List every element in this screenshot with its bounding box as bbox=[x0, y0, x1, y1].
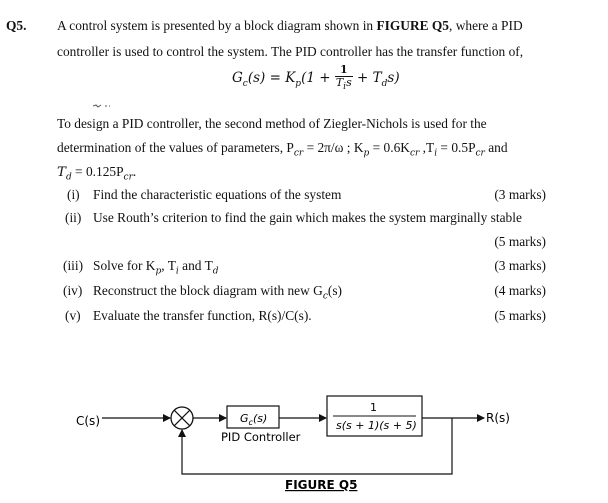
tf-end-sub: d bbox=[381, 78, 388, 89]
design-2g: ,T bbox=[419, 140, 435, 155]
tf-gc: G bbox=[232, 70, 243, 87]
design-3e: . bbox=[132, 164, 137, 179]
part-iv-text bbox=[93, 283, 342, 302]
part-iii-b: , T bbox=[161, 258, 176, 273]
design-2i: = 0.5P bbox=[437, 140, 476, 155]
part-iv-label: (iv) bbox=[63, 283, 83, 298]
part-i-marks: (3 marks) bbox=[494, 187, 546, 202]
part-iii-c: and T bbox=[178, 258, 213, 273]
tf-frac-den-tail: s bbox=[346, 76, 352, 89]
tf-kp-sub: p bbox=[295, 78, 302, 89]
design-3d: cr bbox=[123, 172, 133, 183]
plant-numerator: 1 bbox=[370, 401, 377, 414]
design-line-2 bbox=[57, 140, 508, 159]
part-v-marks: (5 marks) bbox=[494, 308, 546, 323]
tf-end: + T bbox=[357, 70, 382, 87]
tf-end-tail: s) bbox=[387, 70, 400, 87]
tf-frac-den bbox=[335, 77, 353, 93]
part-v-text: Evaluate the transfer function, R(s)/C(s). bbox=[93, 308, 312, 323]
part-iii-label: (iii) bbox=[63, 258, 84, 273]
design-2a: determination of the values of parameters, P bbox=[57, 140, 294, 155]
output-label: R(s) bbox=[486, 411, 510, 425]
tf-mid2: (1 + bbox=[301, 70, 331, 87]
controller-label-tail: (s) bbox=[252, 412, 268, 425]
figure-reference: FIGURE Q5 bbox=[376, 18, 450, 33]
part-iv-sub-a: c bbox=[322, 291, 328, 302]
design-2k: and bbox=[484, 140, 508, 155]
tf-fraction bbox=[335, 64, 353, 93]
design-3a: T bbox=[57, 165, 66, 180]
controller-label-sub: c bbox=[248, 418, 253, 427]
part-i-text: Find the characteristic equations of the system bbox=[93, 187, 342, 202]
design-line-3 bbox=[57, 164, 136, 183]
block-diagram bbox=[0, 363, 608, 503]
part-iii-sub-a: p bbox=[155, 266, 162, 277]
intro-line-1 bbox=[57, 18, 523, 34]
design-2b: cr bbox=[293, 148, 304, 159]
design-2e: = 0.6K bbox=[369, 140, 410, 155]
part-iv-marks: (4 marks) bbox=[494, 283, 546, 298]
part-i-label: (i) bbox=[67, 187, 80, 202]
scribble-mark bbox=[93, 96, 111, 100]
tf-frac-den-t: T bbox=[335, 76, 344, 89]
scribble-icon bbox=[93, 104, 111, 108]
design-2j: cr bbox=[475, 148, 485, 159]
part-ii-label: (ii) bbox=[65, 210, 82, 225]
design-2c: = 2π/ω ; K bbox=[303, 140, 364, 155]
part-iii-sub-b: i bbox=[175, 266, 179, 277]
input-label: C(s) bbox=[76, 414, 100, 428]
part-v-label: (v) bbox=[65, 308, 81, 323]
controller-label: $G_c(s)$ bbox=[240, 412, 268, 427]
part-iii-a: Solve for K bbox=[93, 258, 156, 273]
design-line-1: To design a PID controller, the second method of Ziegler-Nichols is used for the bbox=[57, 116, 487, 131]
tf-mid1: (s) = K bbox=[247, 70, 296, 87]
figure-caption: FIGURE Q5 bbox=[285, 478, 358, 492]
part-ii-marks: (5 marks) bbox=[494, 234, 546, 249]
part-iv-b: (s) bbox=[327, 283, 342, 298]
pid-transfer-function bbox=[232, 64, 400, 93]
tf-gc-sub: c bbox=[242, 78, 248, 89]
question-number: Q5. bbox=[6, 18, 27, 33]
design-2f: cr bbox=[409, 148, 420, 159]
tf-frac-num: 1 bbox=[335, 64, 353, 77]
summing-junction bbox=[171, 407, 193, 429]
design-3c: = 0.125P bbox=[71, 164, 124, 179]
controller-caption: PID Controller bbox=[221, 430, 301, 444]
design-2h: i bbox=[434, 148, 438, 159]
tf-frac-den-sub: i bbox=[343, 82, 347, 93]
part-iii-text bbox=[93, 258, 219, 277]
part-iv-a: Reconstruct the block diagram with new G bbox=[93, 283, 323, 298]
part-iii-marks: (3 marks) bbox=[494, 258, 546, 273]
intro-line-2: controller is used to control the system. The PID controller has the transfer function of, bbox=[57, 44, 524, 59]
part-iii-sub-c: d bbox=[212, 266, 219, 277]
intro-text-1: A control system is presented by a block diagram shown in FIGURE Q5, where a PID bbox=[57, 18, 523, 33]
part-ii-text: Use Routh’s criterion to find the gain which makes the system marginally stable bbox=[93, 210, 522, 225]
design-3b: d bbox=[65, 172, 72, 183]
design-2d: p bbox=[363, 148, 370, 159]
plant-denominator: s(s + 1)(s + 5) bbox=[336, 419, 417, 432]
